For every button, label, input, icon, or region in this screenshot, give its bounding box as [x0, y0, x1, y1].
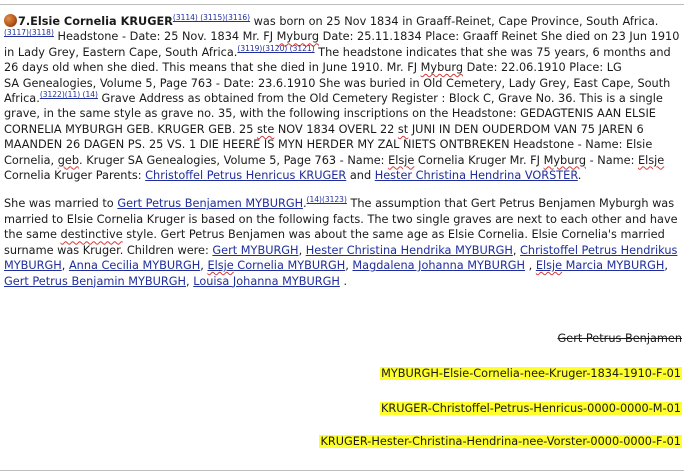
person-name: Elsie Cornelia KRUGER	[30, 15, 173, 28]
file-label-1	[380, 366, 682, 381]
grave-text: . Kruger SA Genealogies, Volume 5, Page 763 - Name:	[79, 153, 389, 167]
headstone-text: Headstone - Date: 25 Nov. 1834 Mr. FJ	[53, 30, 277, 44]
separator: ,	[525, 259, 536, 273]
footnote-ref-birth[interactable]: (3117)(3118)	[4, 28, 54, 38]
spellcheck-word: Myburg	[543, 153, 586, 167]
bullet-ball-icon	[4, 14, 17, 27]
person-number: 7.	[18, 15, 31, 28]
biography-paragraph	[4, 14, 686, 183]
grave-text: JUNI IN DEN OUDERDOM VAN 75 JAREN 6 MAANDEN 26 DAGEN PS. 25 VS. 1 DIE HEERE IS MYN HERDER MY ZAL NIETS ONTBREKEN Headstone - Name: Elsie Cornelia,	[4, 122, 653, 167]
parents-label: Cornelia Kruger Parents:	[4, 169, 146, 183]
spellcheck-word: Elsje	[207, 259, 234, 273]
separator: ,	[298, 243, 306, 257]
place-text: Date: 22.06.1910 Place: LG	[463, 61, 622, 75]
separator: ,	[512, 243, 521, 257]
child-link[interactable]: Elsje Marcia MYBURGH	[535, 259, 665, 273]
period: .	[577, 169, 582, 183]
child-link[interactable]: Hester Christina Hendrika MYBURGH	[305, 243, 513, 257]
and-text: and	[346, 169, 375, 183]
spellcheck-word: geb	[57, 153, 80, 167]
spouse-link[interactable]: Gert Petrus Benjamen MYBURGH	[117, 197, 303, 211]
highlighted-filename: KRUGER-Christoffel-Petrus-Henricus-0000-0000-M-01	[380, 402, 681, 415]
marriage-intro: She was married to	[4, 197, 118, 211]
child-link[interactable]: Christoffel Petrus Hendrikus MYBURGH	[4, 243, 678, 273]
birth-text: was born on 25 Nov 1834 in Graaff-Reinet, Cape Province, South Africa.	[250, 15, 659, 28]
file-label-2	[380, 401, 682, 416]
separator: ,	[186, 274, 194, 288]
period: .	[302, 197, 307, 211]
child-link[interactable]: Louisa Johanna MYBURGH	[193, 274, 340, 288]
spellcheck-word: ste	[257, 122, 275, 136]
headstone-age-text: The headstone indicates that she was 75 years, 6 months and 26 days old when she died. This means that she died in June 1910. Mr. FJ	[4, 45, 671, 75]
spellcheck-word: Myburg	[276, 30, 320, 44]
file-label-3	[319, 434, 682, 449]
footnote-ref-death[interactable]: (3119)(3120) (3121)	[237, 43, 315, 53]
grave-text: NOV 1834 OVERL 22	[274, 122, 398, 136]
footnote-ref-name[interactable]: (3114) (3115)(3116)	[172, 13, 251, 22]
struck-spouse-name: Gert Petrus Benjamen	[557, 332, 682, 345]
child-link[interactable]: Gert Petrus Benjamin MYBURGH	[4, 274, 187, 288]
death-text: Date: 25.11.1834 Place: Graaff Reinet She died on 23 Jun 1910 in Lady Grey, Eastern Cape, South Africa.	[4, 30, 680, 59]
child-link[interactable]: Elsje Cornelia MYBURGH	[207, 259, 346, 273]
highlighted-filename: MYBURGH-Elsie-Cornelia-nee-Kruger-1834-1910-F-01	[381, 367, 681, 380]
spellcheck-word: st	[397, 122, 409, 136]
burial-text: SA Genealogies, Volume 5, Page 763 - Date: 23.6.1910 She was buried in Old Cemetery, Lady Grey, East Cape, South Africa.	[4, 76, 671, 106]
period: .	[339, 274, 348, 288]
marriage-text: The assumption that Gert Petrus Benjamen Myburgh was married to Elsie Cornelia Kruger is based on the following facts. The two single graves are next to each other and have the same	[4, 197, 678, 242]
footnote-ref-marriage[interactable]: (14)(3123)	[306, 195, 347, 205]
bottom-divider	[0, 470, 684, 471]
grave-text: - Name:	[586, 153, 638, 167]
top-divider	[0, 4, 684, 5]
spellcheck-word: Elsje	[535, 259, 563, 273]
grave-text: Cornelia Kruger Mr. FJ	[414, 153, 544, 167]
separator: ,	[200, 259, 208, 273]
grave-text: Grave Address as obtained from the Old Cemetery Register : Block C, Grave No. 36. This is a single grave, in the same style as grave no. 35, with the following inscriptions on the Headstone: GEDAGTENIS AAN ELSIE CORNELIA MYBURGH GEB. KRUGER GEB. 25	[4, 92, 663, 136]
separator: ,	[61, 259, 69, 273]
spellcheck-word: Elsje	[637, 153, 665, 167]
separator: ,	[345, 259, 353, 273]
spellcheck-word: Elsje	[388, 153, 415, 167]
child-link[interactable]: Magdalena Johanna MYBURGH	[352, 259, 526, 273]
father-link[interactable]: Christoffel Petrus Henricus KRUGER	[145, 169, 347, 183]
separator: ,	[664, 259, 668, 273]
spellcheck-word: Myburg	[420, 61, 464, 75]
mother-link[interactable]: Hester Christina Hendrina VORSTER	[374, 169, 578, 183]
highlighted-filename: KRUGER-Hester-Christina-Hendrina-nee-Vorster-0000-0000-F-01	[320, 435, 681, 448]
footnote-ref-burial[interactable]: (3122)(11) (14)	[39, 90, 98, 100]
marriage-paragraph	[4, 196, 686, 288]
spellcheck-word: destinctive	[60, 228, 123, 242]
child-link[interactable]: Anna Cecilia MYBURGH	[68, 259, 201, 273]
person-entry	[4, 14, 686, 289]
marriage-text: style. Gert Petrus Benjamen was about the same age as Elsie Cornelia. Elsie Cornelia's married surname was Kruger. Children were:	[4, 228, 665, 257]
child-link[interactable]: Gert MYBURGH	[212, 243, 299, 257]
